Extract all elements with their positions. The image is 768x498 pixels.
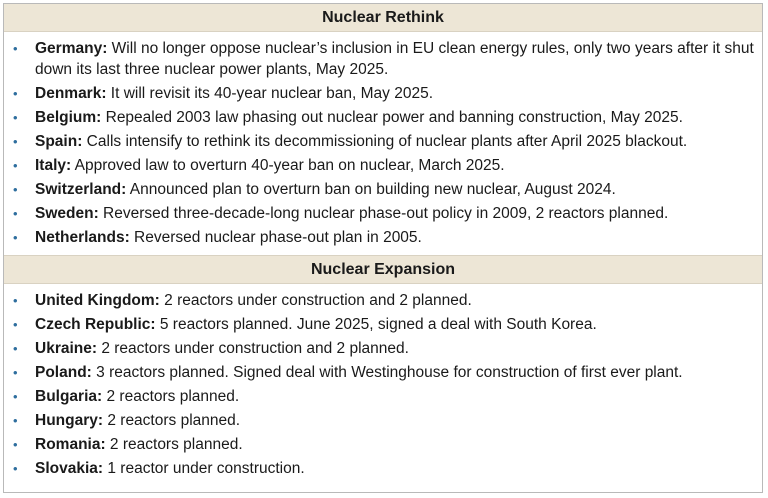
country-name: Hungary: xyxy=(35,412,104,429)
bullet-icon: • xyxy=(13,365,18,380)
list-item xyxy=(4,203,762,224)
list-item xyxy=(4,338,762,359)
item-text: 1 reactor under construction. xyxy=(103,460,305,477)
bullet-icon: • xyxy=(13,206,18,221)
country-name: Poland: xyxy=(35,364,92,381)
item-text: 3 reactors planned. Signed deal with Westinghouse for construction of first ever plant. xyxy=(91,364,683,381)
country-name: Bulgaria: xyxy=(35,388,103,405)
item-text: 5 reactors planned. June 2025, signed a deal with South Korea. xyxy=(155,316,597,333)
country-name: Slovakia: xyxy=(35,460,104,477)
country-name: Spain: xyxy=(35,133,83,150)
item-text: Reversed nuclear phase-out plan in 2005. xyxy=(129,229,422,246)
item-text: Reversed three-decade-long nuclear phase-out policy in 2009, 2 reactors planned. xyxy=(98,205,669,222)
country-name: Denmark: xyxy=(35,85,107,102)
list-item xyxy=(4,131,762,152)
list-item xyxy=(4,83,762,104)
item-text: Announced plan to overturn ban on building new nuclear, August 2024. xyxy=(126,181,616,198)
item-text: Repealed 2003 law phasing out nuclear power and banning construction, May 2025. xyxy=(101,109,683,126)
item-text: Will no longer oppose nuclear’s inclusion in EU clean energy rules, only two years after it shut down its last three nuclear power plants, May 2025. xyxy=(35,40,754,78)
nuclear-rethink-list xyxy=(4,32,762,255)
list-item xyxy=(4,458,762,479)
bullet-icon: • xyxy=(13,437,18,452)
list-item xyxy=(4,386,762,407)
list-item xyxy=(4,362,762,383)
country-name: Czech Republic: xyxy=(35,316,156,333)
list-item xyxy=(4,38,762,80)
list-item xyxy=(4,290,762,311)
country-name: Ukraine: xyxy=(35,340,98,357)
item-text: Calls intensify to rethink its decommissioning of nuclear plants after April 2025 blackout. xyxy=(82,133,688,150)
bullet-icon: • xyxy=(13,158,18,173)
bullet-icon: • xyxy=(13,461,18,476)
item-text: 2 reactors under construction and 2 planned. xyxy=(97,340,409,357)
country-name: United Kingdom: xyxy=(35,292,160,309)
bullet-icon: • xyxy=(13,341,18,356)
bullet-icon: • xyxy=(13,182,18,197)
list-item xyxy=(4,410,762,431)
nuclear-policy-table xyxy=(3,3,763,493)
item-text: 2 reactors planned. xyxy=(102,388,240,405)
bullet-icon: • xyxy=(13,317,18,332)
bullet-icon: • xyxy=(13,86,18,101)
list-item xyxy=(4,107,762,128)
bullet-icon: • xyxy=(13,389,18,404)
country-name: Belgium: xyxy=(35,109,102,126)
bullet-icon: • xyxy=(13,134,18,149)
list-item xyxy=(4,155,762,176)
country-name: Netherlands: xyxy=(35,229,130,246)
country-name: Switzerland: xyxy=(35,181,127,198)
item-text: 2 reactors planned. xyxy=(103,412,241,429)
list-item xyxy=(4,314,762,335)
list-item xyxy=(4,434,762,455)
item-text: 2 reactors planned. xyxy=(105,436,243,453)
section-header-nuclear-rethink: Nuclear Rethink xyxy=(4,4,762,32)
country-name: Sweden: xyxy=(35,205,99,222)
bullet-icon: • xyxy=(13,110,18,125)
list-item xyxy=(4,227,762,248)
country-name: Romania: xyxy=(35,436,106,453)
item-text: 2 reactors under construction and 2 planned. xyxy=(159,292,472,309)
section-header-nuclear-expansion: Nuclear Expansion xyxy=(4,255,762,284)
bullet-icon: • xyxy=(13,293,18,308)
bullet-icon: • xyxy=(13,413,18,428)
bullet-icon: • xyxy=(13,41,18,56)
item-text: Approved law to overturn 40-year ban on nuclear, March 2025. xyxy=(71,157,505,174)
country-name: Germany: xyxy=(35,40,108,57)
bullet-icon: • xyxy=(13,230,18,245)
country-name: Italy: xyxy=(35,157,72,174)
item-text: It will revisit its 40-year nuclear ban, May 2025. xyxy=(106,85,433,102)
list-item xyxy=(4,179,762,200)
nuclear-expansion-list xyxy=(4,284,762,486)
